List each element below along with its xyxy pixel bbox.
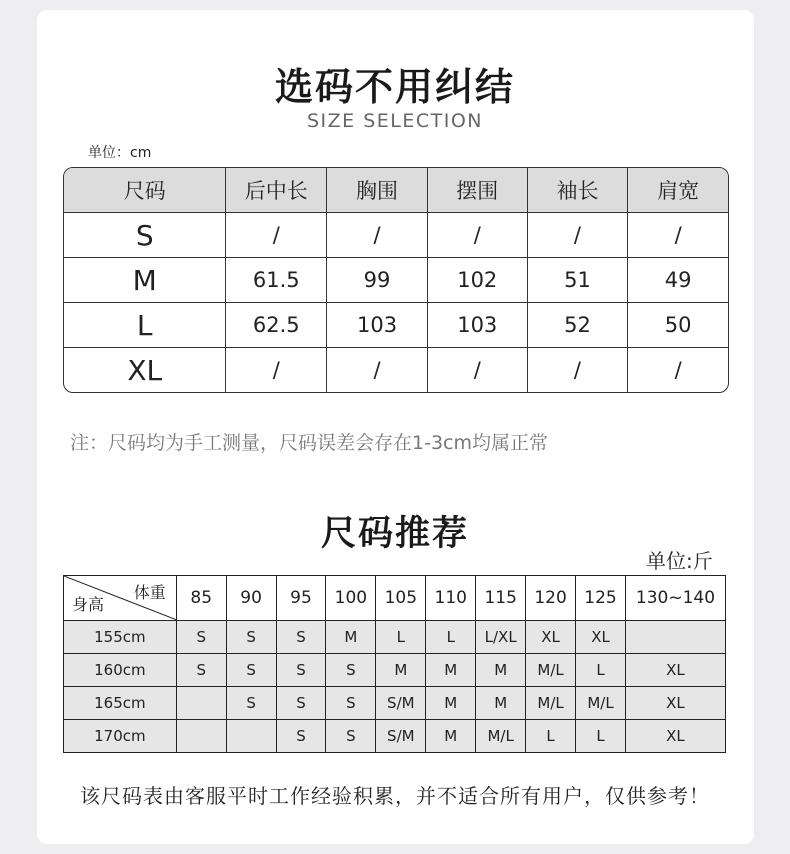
measurement-cell: 61.5 (226, 258, 327, 303)
disclaimer-footer: 该尺码表由客服平时工作经验积累，并不适合所有用户，仅供参考！ (80, 784, 710, 808)
measurement-cell: / (428, 348, 528, 392)
measurement-cell: / (327, 213, 428, 258)
corner-weight-label: 体重 (133, 583, 166, 602)
size-chart-row (64, 258, 728, 303)
recommended-size-cell: M (426, 687, 476, 720)
measurement-cell: / (628, 213, 728, 258)
recommendation-row (64, 720, 726, 753)
recommendation-unit: 单位:斤 (646, 549, 713, 573)
header-sleeve: 袖长 (528, 168, 629, 213)
header-chest: 胸围 (327, 168, 428, 213)
recommended-size-cell: S (176, 621, 226, 654)
recommended-size-cell: M (426, 720, 476, 753)
recommended-size-cell: S (326, 687, 376, 720)
recommended-size-cell (625, 621, 725, 654)
measurement-cell: 99 (327, 258, 428, 303)
recommended-size-cell: L (576, 720, 626, 753)
header-hem: 摆围 (428, 168, 528, 213)
measurement-cell: 62.5 (226, 303, 327, 348)
measurement-cell: / (327, 348, 428, 392)
height-cell: 170cm (64, 720, 177, 753)
recommended-size-cell (176, 720, 226, 753)
recommended-size-cell: L (576, 654, 626, 687)
recommended-size-cell: M/L (576, 687, 626, 720)
size-chart-row (64, 213, 728, 258)
recommended-size-cell: XL (625, 720, 725, 753)
measurement-cell: 49 (628, 258, 728, 303)
recommended-size-cell: S (176, 654, 226, 687)
measurement-cell: 50 (628, 303, 728, 348)
measurement-note: 注：尺码均为手工测量，尺码误差会存在1-3cm均属正常 (70, 432, 548, 454)
height-cell: 155cm (64, 621, 177, 654)
height-cell: 165cm (64, 687, 177, 720)
size-chart-row (64, 303, 728, 348)
weight-header-cell: 90 (226, 576, 276, 621)
recommended-size-cell: L (526, 720, 576, 753)
size-label-cell: S (64, 213, 226, 258)
recommended-size-cell: M/L (526, 687, 576, 720)
measurement-cell: 103 (327, 303, 428, 348)
corner-cell (64, 576, 177, 621)
recommendation-row (64, 621, 726, 654)
size-label-cell: L (64, 303, 226, 348)
height-cell: 160cm (64, 654, 177, 687)
recommended-size-cell: XL (576, 621, 626, 654)
weight-header-cell: 105 (376, 576, 426, 621)
recommended-size-cell: S (226, 621, 276, 654)
weight-header-cell: 130~140 (625, 576, 725, 621)
corner-height-label: 身高 (72, 595, 105, 614)
recommended-size-cell: M/L (476, 720, 526, 753)
recommended-size-cell: S/M (376, 687, 426, 720)
size-chart-table (63, 167, 729, 393)
recommended-size-cell: S (226, 687, 276, 720)
recommended-size-cell: S (276, 687, 326, 720)
recommended-size-cell: S (276, 654, 326, 687)
recommendation-header-row (64, 576, 726, 621)
header-back-length: 后中长 (226, 168, 327, 213)
recommendation-table (63, 575, 726, 753)
size-chart-subtitle: SIZE SELECTION (306, 110, 484, 132)
recommended-size-cell: M (376, 654, 426, 687)
weight-header-cell: 95 (276, 576, 326, 621)
weight-header-cell: 125 (576, 576, 626, 621)
weight-header-cell: 85 (176, 576, 226, 621)
recommended-size-cell: XL (625, 654, 725, 687)
measurement-cell: / (226, 348, 327, 392)
recommended-size-cell: XL (526, 621, 576, 654)
size-chart-title: 选码不用纠结 (274, 65, 515, 109)
recommended-size-cell: S (326, 720, 376, 753)
recommended-size-cell: XL (625, 687, 725, 720)
measurement-cell: / (528, 213, 629, 258)
measurement-cell: 51 (528, 258, 629, 303)
recommendation-row (64, 654, 726, 687)
measurement-cell: 103 (428, 303, 528, 348)
measurement-cell: / (528, 348, 629, 392)
recommended-size-cell: M (476, 654, 526, 687)
recommended-size-cell: S (226, 654, 276, 687)
weight-header-cell: 110 (426, 576, 476, 621)
recommended-size-cell: L/XL (476, 621, 526, 654)
header-size: 尺码 (64, 168, 226, 213)
measurement-cell: / (428, 213, 528, 258)
size-chart-unit: 单位：cm (88, 145, 152, 161)
recommended-size-cell (226, 720, 276, 753)
recommended-size-cell (176, 687, 226, 720)
weight-header-cell: 115 (476, 576, 526, 621)
recommended-size-cell: L (376, 621, 426, 654)
weight-header-cell: 120 (526, 576, 576, 621)
recommendation-title: 尺码推荐 (320, 514, 469, 554)
header-shoulder: 肩宽 (628, 168, 728, 213)
measurement-cell: 102 (428, 258, 528, 303)
recommended-size-cell: M/L (526, 654, 576, 687)
measurement-cell: / (674, 358, 682, 382)
recommended-size-cell: S (276, 720, 326, 753)
size-chart-row (64, 348, 728, 392)
weight-header-cell: 100 (326, 576, 376, 621)
recommended-size-cell: M (426, 654, 476, 687)
size-label-cell: XL (64, 348, 226, 392)
size-label-cell: M (64, 258, 226, 303)
recommended-size-cell: S (326, 654, 376, 687)
recommended-size-cell: M (326, 621, 376, 654)
recommended-size-cell: M (476, 687, 526, 720)
measurement-cell: 52 (528, 303, 629, 348)
recommended-size-cell: S (276, 621, 326, 654)
recommended-size-cell: S/M (376, 720, 426, 753)
recommended-size-cell: L (426, 621, 476, 654)
size-chart-header-row (64, 168, 728, 213)
recommendation-row (64, 687, 726, 720)
measurement-cell: / (226, 213, 327, 258)
